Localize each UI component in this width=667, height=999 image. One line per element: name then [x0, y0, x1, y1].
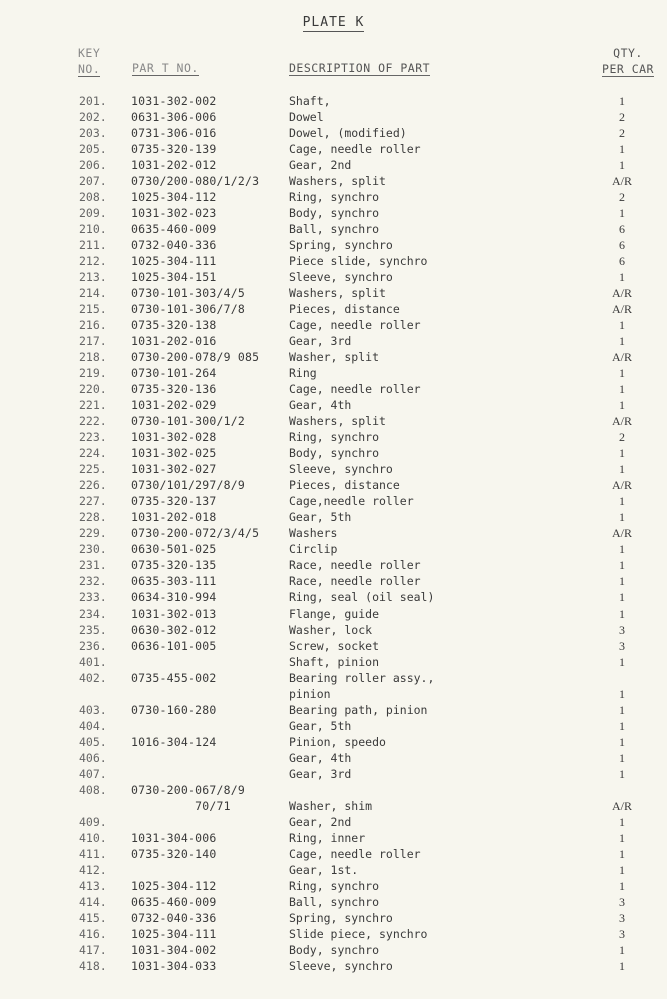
qty-cell: 2 [619, 430, 625, 445]
key-no-cell: 402. [79, 670, 107, 685]
table-row [0, 349, 667, 365]
table-row [0, 750, 667, 766]
table-row [0, 397, 667, 413]
qty-cell: A/R [611, 798, 632, 813]
key-no-cell: 231. [79, 558, 107, 573]
key-no-cell: 224. [79, 446, 107, 461]
table-row [0, 894, 667, 910]
description-cell: Race, needle roller [289, 558, 421, 573]
table-row [0, 686, 667, 702]
part-no-cell: 1031-202-029 [131, 398, 217, 413]
table-row [0, 477, 667, 493]
description-cell: Pieces, distance [289, 302, 400, 317]
part-no-cell: 1031-302-023 [131, 206, 217, 221]
key-no-cell: 414. [79, 894, 107, 909]
table-row [0, 141, 667, 157]
key-no-cell: 216. [79, 318, 107, 333]
key-no-cell: 404. [79, 718, 107, 733]
key-no-cell: 413. [79, 878, 107, 893]
key-no-cell: 201. [79, 94, 107, 108]
table-row [0, 734, 667, 750]
key-no-cell: 234. [79, 606, 107, 621]
description-cell: Washers, split [289, 414, 386, 429]
part-no-cell: 0730-200-078/9 085 [131, 350, 260, 365]
page-title [0, 15, 667, 30]
part-no-cell: 1031-302-002 [131, 94, 217, 108]
part-no-cell: 0730-101-303/4/5 [131, 286, 245, 301]
qty-cell: A/R [611, 302, 632, 317]
key-no-cell: 417. [79, 942, 107, 957]
table-row [0, 573, 667, 589]
qty-cell: 1 [619, 510, 625, 525]
part-no-cell: 0730-200-072/3/4/5 [131, 526, 260, 541]
part-no-cell: 0730-101-300/1/2 [131, 414, 245, 429]
description-cell: Washers, split [289, 174, 386, 189]
qty-cell: 1 [619, 206, 625, 221]
table-row [0, 525, 667, 541]
table-row [0, 622, 667, 638]
description-cell: Ring, inner [289, 830, 366, 845]
table-row [0, 269, 667, 285]
qty-cell: 2 [619, 126, 625, 141]
description-cell: Gear, 3rd [289, 766, 352, 781]
qty-cell: 1 [619, 942, 625, 957]
qty-cell: 3 [619, 926, 625, 941]
qty-cell: 3 [619, 622, 625, 637]
table-row [0, 541, 667, 557]
description-cell: Sleeve, synchro [289, 462, 393, 477]
description-cell: Ring, synchro [289, 878, 380, 893]
description-cell: Cage, needle roller [289, 142, 421, 157]
qty-cell: 1 [619, 334, 625, 349]
part-no-cell: 0630-501-025 [131, 542, 217, 557]
qty-cell: 2 [619, 190, 625, 205]
description-cell: Washers, split [289, 286, 386, 301]
header-qty-line2: PER CAR [602, 62, 654, 76]
part-no-cell: 0735-320-139 [131, 142, 217, 157]
part-no-cell: 0730-200-067/8/9 [131, 782, 245, 797]
part-no-cell: 1025-304-111 [131, 926, 217, 941]
header-key-no [78, 45, 100, 77]
table-row [0, 718, 667, 734]
key-no-cell: 210. [79, 222, 107, 237]
table-row [0, 670, 667, 686]
table-row [0, 926, 667, 942]
part-no-cell: 0630-302-012 [131, 622, 217, 637]
qty-cell: 1 [619, 542, 625, 557]
part-no-cell: 1031-304-033 [131, 958, 217, 973]
description-cell: Shaft, [289, 94, 331, 108]
table-row [0, 317, 667, 333]
description-cell: Ball, synchro [289, 894, 380, 909]
key-no-cell: 235. [79, 622, 107, 637]
key-no-cell: 207. [79, 174, 107, 189]
table-row [0, 862, 667, 878]
table-row [0, 285, 667, 301]
qty-cell: A/R [611, 526, 632, 541]
part-no-cell: 70/71 [131, 798, 231, 813]
table-row [0, 942, 667, 958]
description-cell: Dowel, (modified) [289, 126, 407, 141]
qty-cell: 1 [619, 366, 625, 381]
part-no-cell: 1031-304-002 [131, 942, 217, 957]
qty-cell: 1 [619, 734, 625, 749]
qty-cell: 1 [619, 766, 625, 781]
part-no-cell: 0732-040-336 [131, 238, 217, 253]
table-row [0, 846, 667, 862]
part-no-cell: 0735-320-136 [131, 382, 217, 397]
key-no-cell: 406. [79, 750, 107, 765]
qty-cell: 3 [619, 910, 625, 925]
description-cell: Screw, socket [289, 638, 380, 653]
description-cell: Sleeve, synchro [289, 270, 393, 285]
table-row [0, 125, 667, 141]
key-no-cell: 203. [79, 126, 107, 141]
description-cell: Ring [289, 366, 317, 381]
key-no-cell: 229. [79, 526, 107, 541]
qty-cell: 1 [619, 590, 625, 605]
part-no-cell: 0732-040-336 [131, 910, 217, 925]
page-title-text: PLATE K [302, 15, 365, 30]
description-cell: Gear, 3rd [289, 334, 352, 349]
qty-cell: 1 [619, 574, 625, 589]
description-cell: Ring, synchro [289, 430, 380, 445]
key-no-cell: 401. [79, 654, 107, 669]
qty-cell: 6 [619, 254, 625, 269]
table-row [0, 237, 667, 253]
header-part-no-text: PAR T NO. [132, 61, 199, 75]
description-cell: Ring, seal (oil seal) [289, 590, 435, 605]
table-row [0, 461, 667, 477]
key-no-cell: 215. [79, 302, 107, 317]
description-cell: Washers [289, 526, 338, 541]
part-no-cell: 1025-304-112 [131, 878, 217, 893]
part-no-cell: 1016-304-124 [131, 734, 217, 749]
part-no-cell: 1031-302-028 [131, 430, 217, 445]
table-row [0, 157, 667, 173]
key-no-cell: 412. [79, 862, 107, 877]
qty-cell: 1 [619, 462, 625, 477]
qty-cell: A/R [611, 174, 632, 189]
description-cell: Cage, needle roller [289, 318, 421, 333]
key-no-cell: 220. [79, 382, 107, 397]
key-no-cell: 418. [79, 958, 107, 973]
key-no-cell: 230. [79, 542, 107, 557]
key-no-cell: 233. [79, 590, 107, 605]
key-no-cell: 409. [79, 814, 107, 829]
description-cell: Pinion, speedo [289, 734, 386, 749]
table-row [0, 221, 667, 237]
part-no-cell: 1031-304-006 [131, 830, 217, 845]
key-no-cell: 209. [79, 206, 107, 221]
key-no-cell: 405. [79, 734, 107, 749]
header-qty-per-car [592, 45, 664, 77]
key-no-cell: 218. [79, 350, 107, 365]
table-row [0, 429, 667, 445]
description-cell: Gear, 2nd [289, 814, 352, 829]
description-cell: pinion [289, 686, 331, 701]
qty-cell: 6 [619, 238, 625, 253]
key-no-cell: 219. [79, 366, 107, 381]
description-cell: Gear, 4th [289, 750, 352, 765]
description-cell: Spring, synchro [289, 910, 393, 925]
part-no-cell: 0735-320-137 [131, 494, 217, 509]
key-no-cell: 411. [79, 846, 107, 861]
description-cell: Washer, split [289, 350, 380, 365]
description-cell: Ball, synchro [289, 222, 380, 237]
key-no-cell: 226. [79, 478, 107, 493]
qty-cell: 1 [619, 862, 625, 877]
part-no-cell: 0634-310-994 [131, 590, 217, 605]
qty-cell: 6 [619, 222, 625, 237]
part-no-cell: 1025-304-111 [131, 254, 217, 269]
part-no-cell: 1031-202-012 [131, 158, 217, 173]
description-cell: Body, synchro [289, 206, 380, 221]
key-no-cell: 232. [79, 574, 107, 589]
qty-cell: 1 [619, 142, 625, 157]
qty-cell: 1 [619, 878, 625, 893]
description-cell: Bearing path, pinion [289, 702, 428, 717]
qty-cell: 3 [619, 894, 625, 909]
key-no-cell: 236. [79, 638, 107, 653]
part-no-cell: 0636-101-005 [131, 638, 217, 653]
qty-cell: A/R [611, 286, 632, 301]
description-cell: Cage, needle roller [289, 382, 421, 397]
qty-cell: 1 [619, 382, 625, 397]
table-row [0, 333, 667, 349]
description-cell: Washer, lock [289, 622, 373, 637]
key-no-cell: 211. [79, 238, 107, 253]
qty-cell: 3 [619, 638, 625, 653]
qty-cell: 1 [619, 814, 625, 829]
table-row [0, 702, 667, 718]
description-cell: Ring, synchro [289, 190, 380, 205]
part-no-cell: 0631-306-006 [131, 110, 217, 125]
description-cell: Circlip [289, 542, 338, 557]
parts-list [0, 93, 667, 974]
qty-cell: 1 [619, 958, 625, 973]
table-row [0, 365, 667, 381]
part-no-cell: 1031-302-027 [131, 462, 217, 477]
qty-cell: 1 [619, 702, 625, 717]
description-cell: Shaft, pinion [289, 654, 380, 669]
description-cell: Cage,needle roller [289, 494, 414, 509]
description-cell: Body, synchro [289, 942, 380, 957]
qty-cell: A/R [611, 414, 632, 429]
qty-cell: 1 [619, 558, 625, 573]
table-row [0, 445, 667, 461]
description-cell: Bearing roller assy., [289, 670, 435, 685]
qty-cell: 2 [619, 110, 625, 125]
key-no-cell: 416. [79, 926, 107, 941]
qty-cell: 1 [619, 654, 625, 669]
table-row [0, 766, 667, 782]
table-row [0, 654, 667, 670]
description-cell: Spring, synchro [289, 238, 393, 253]
table-row [0, 205, 667, 221]
qty-cell: 1 [619, 846, 625, 861]
qty-cell: 1 [619, 446, 625, 461]
key-no-cell: 225. [79, 462, 107, 477]
key-no-cell: 213. [79, 270, 107, 285]
qty-cell: 1 [619, 398, 625, 413]
part-no-cell: 0635-460-009 [131, 222, 217, 237]
part-no-cell: 0730-160-280 [131, 702, 217, 717]
description-cell: Dowel [289, 110, 324, 125]
description-cell: Flange, guide [289, 606, 380, 621]
description-cell: Slide piece, synchro [289, 926, 428, 941]
qty-cell: 1 [619, 686, 625, 701]
table-row [0, 173, 667, 189]
header-key-line2: NO. [78, 62, 101, 76]
part-no-cell: 0635-460-009 [131, 894, 217, 909]
header-key-line1: KEY [78, 46, 101, 60]
key-no-cell: 223. [79, 430, 107, 445]
table-row [0, 878, 667, 894]
header-qty-line1: QTY. [613, 46, 643, 60]
part-no-cell: 1031-202-016 [131, 334, 217, 349]
key-no-cell: 227. [79, 494, 107, 509]
part-no-cell: 1025-304-112 [131, 190, 217, 205]
qty-cell: 1 [619, 606, 625, 621]
table-row [0, 638, 667, 654]
key-no-cell: 228. [79, 510, 107, 525]
key-no-cell: 214. [79, 286, 107, 301]
part-no-cell: 0735-320-138 [131, 318, 217, 333]
table-row [0, 301, 667, 317]
table-row [0, 493, 667, 509]
header-description-text: DESCRIPTION OF PART [289, 61, 431, 75]
qty-cell: 1 [619, 494, 625, 509]
description-cell: Race, needle roller [289, 574, 421, 589]
description-cell: Body, synchro [289, 446, 380, 461]
key-no-cell: 408. [79, 782, 107, 797]
table-row [0, 93, 667, 109]
qty-cell: A/R [611, 478, 632, 493]
qty-cell: 1 [619, 830, 625, 845]
part-no-cell: 1031-202-018 [131, 510, 217, 525]
qty-cell: A/R [611, 350, 632, 365]
key-no-cell: 221. [79, 398, 107, 413]
part-no-cell: 1025-304-151 [131, 270, 217, 285]
table-row [0, 814, 667, 830]
table-row [0, 958, 667, 974]
part-no-cell: 0730/101/297/8/9 [131, 478, 245, 493]
key-no-cell: 212. [79, 254, 107, 269]
key-no-cell: 205. [79, 142, 107, 157]
part-no-cell: 0730-101-306/7/8 [131, 302, 245, 317]
table-row [0, 413, 667, 429]
key-no-cell: 206. [79, 158, 107, 173]
table-row [0, 381, 667, 397]
description-cell: Gear, 4th [289, 398, 352, 413]
key-no-cell: 403. [79, 702, 107, 717]
table-row [0, 830, 667, 846]
table-row [0, 589, 667, 605]
part-no-cell: 0735-320-140 [131, 846, 217, 861]
part-no-cell: 0730-101-264 [131, 366, 217, 381]
table-row [0, 253, 667, 269]
header-description [289, 61, 430, 75]
qty-cell: 1 [619, 318, 625, 333]
part-no-cell: 1031-302-013 [131, 606, 217, 621]
qty-cell: 1 [619, 158, 625, 173]
table-row [0, 109, 667, 125]
qty-cell: 1 [619, 750, 625, 765]
description-cell: Gear, 2nd [289, 158, 352, 173]
part-no-cell: 1031-302-025 [131, 446, 217, 461]
description-cell: Cage, needle roller [289, 846, 421, 861]
description-cell: Washer, shim [289, 798, 373, 813]
table-row [0, 189, 667, 205]
key-no-cell: 217. [79, 334, 107, 349]
description-cell: Gear, 5th [289, 718, 352, 733]
qty-cell: 1 [619, 94, 625, 108]
key-no-cell: 407. [79, 766, 107, 781]
key-no-cell: 208. [79, 190, 107, 205]
table-row [0, 509, 667, 525]
key-no-cell: 415. [79, 910, 107, 925]
description-cell: Pieces, distance [289, 478, 400, 493]
part-no-cell: 0731-306-016 [131, 126, 217, 141]
description-cell: Sleeve, synchro [289, 958, 393, 973]
table-row [0, 606, 667, 622]
key-no-cell: 410. [79, 830, 107, 845]
key-no-cell: 222. [79, 414, 107, 429]
description-cell: Piece slide, synchro [289, 254, 428, 269]
key-no-cell: 202. [79, 110, 107, 125]
qty-cell: 1 [619, 718, 625, 733]
header-part-no [132, 61, 199, 75]
part-no-cell: 0735-455-002 [131, 670, 217, 685]
part-no-cell: 0735-320-135 [131, 558, 217, 573]
part-no-cell: 0635-303-111 [131, 574, 217, 589]
table-row [0, 782, 667, 798]
table-row [0, 798, 667, 814]
qty-cell: 1 [619, 270, 625, 285]
table-row [0, 557, 667, 573]
part-no-cell: 0730/200-080/1/2/3 [131, 174, 260, 189]
table-row [0, 910, 667, 926]
description-cell: Gear, 1st. [289, 862, 359, 877]
description-cell: Gear, 5th [289, 510, 352, 525]
